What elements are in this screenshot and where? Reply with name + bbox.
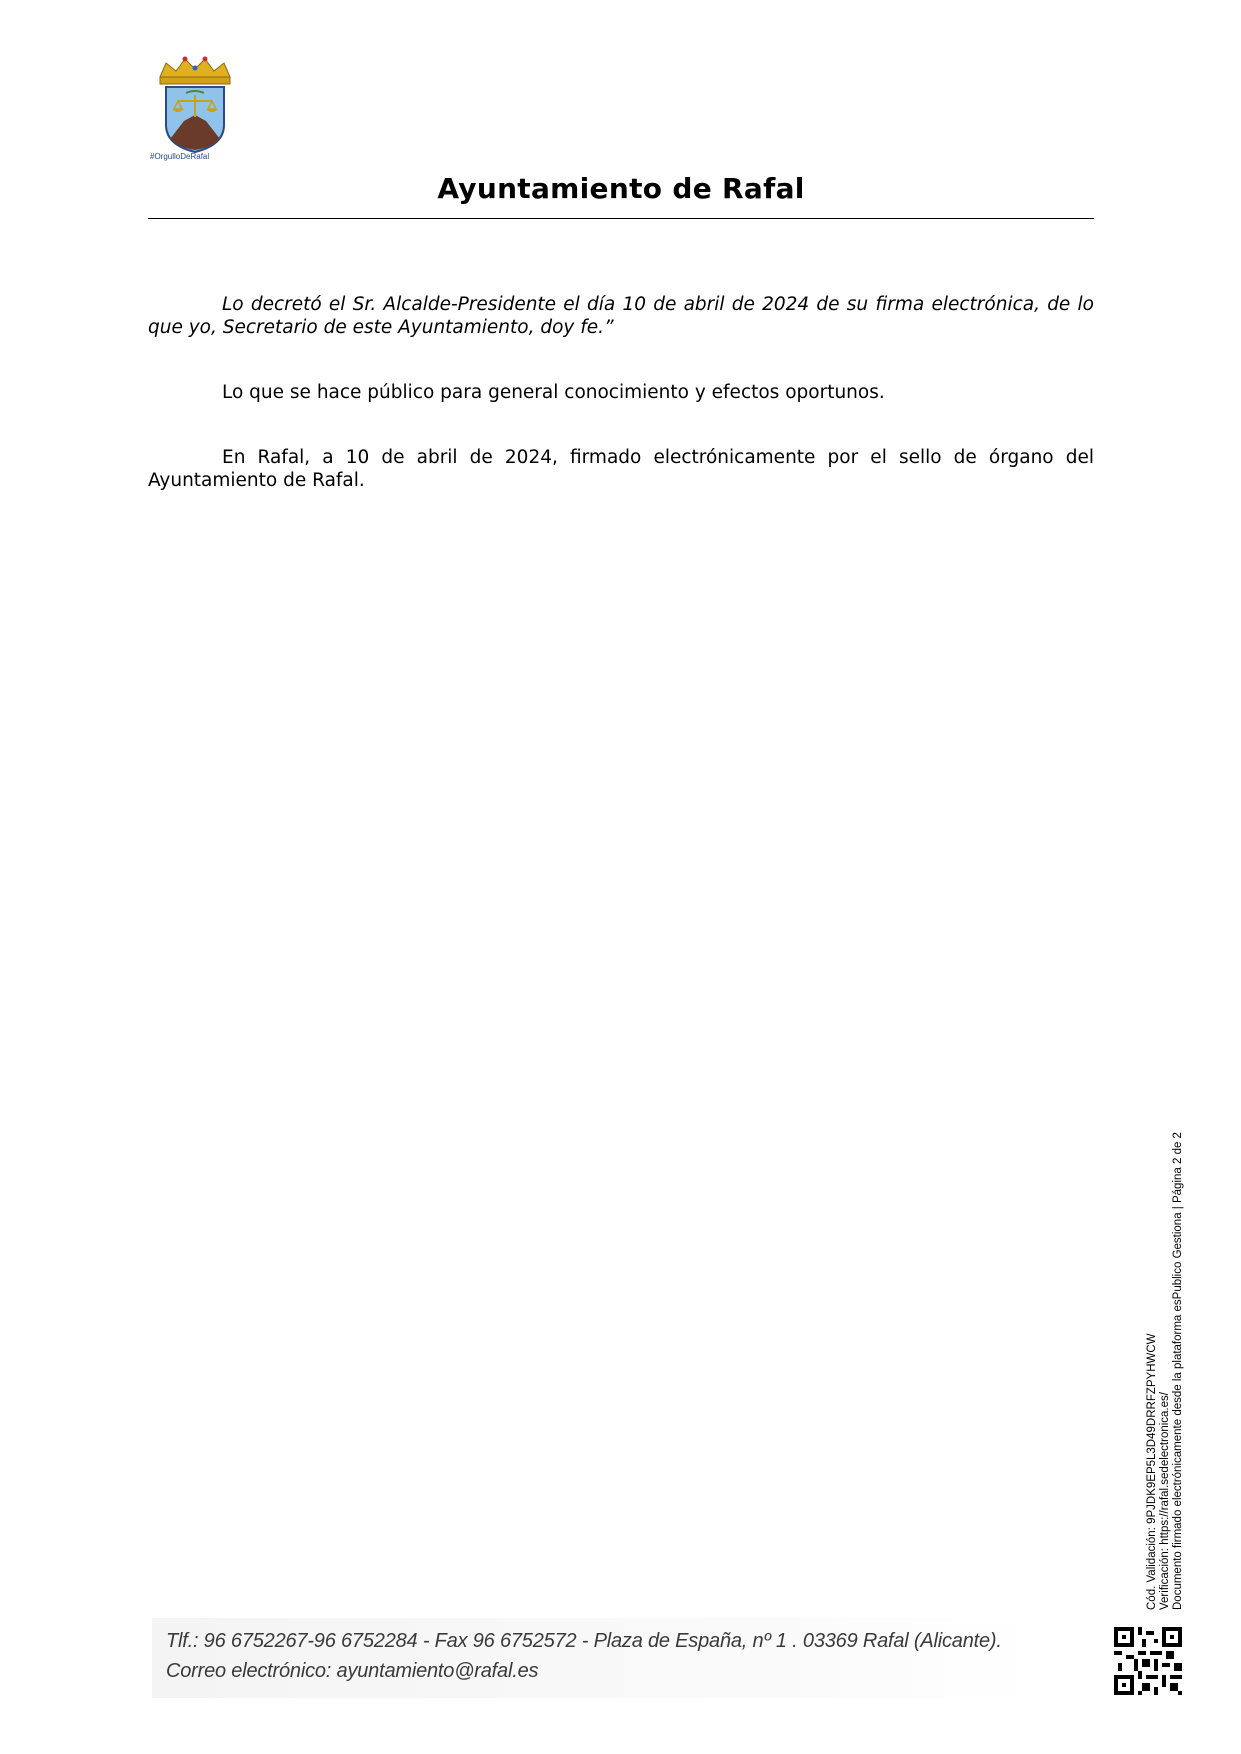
validation-stamp (1146, 1132, 1185, 1610)
signature-platform-note: Documento firmado electrónicamente desde la plataforma esPublico Gestiona | Página 2 de 2 (1172, 1132, 1184, 1610)
qr-code-icon (1114, 1627, 1182, 1695)
footer-address: Tlf.: 96 6752267-96 6752284 - Fax 96 6752572 - Plaza de España, nº 1 . 03369 Rafal (Alicante). (166, 1630, 1002, 1652)
page-title: Ayuntamiento de Rafal (437, 172, 805, 205)
footer-email[interactable]: Correo electrónico: ayuntamiento@rafal.es (166, 1660, 539, 1682)
signature-paragraph: En Rafal, a 10 de abril de 2024, firmado electrónicamente por el sello de órgano del Ayuntamiento de Rafal. (148, 447, 1094, 491)
coat-of-arms-icon (150, 55, 240, 165)
verification-url[interactable]: Verificación: https://rafal.sedelectronica.es/ (1159, 1392, 1171, 1610)
footer-contact (152, 1618, 1032, 1698)
social-hashtag: #OrgulloDeRafal (150, 152, 210, 161)
decree-paragraph: Lo decretó el Sr. Alcalde-Presidente el día 10 de abril de 2024 de su firma electrónica, de lo que yo, Secretario de este Ayuntamiento, doy fe.” (148, 294, 1094, 338)
header-divider (148, 218, 1094, 219)
publication-paragraph: Lo que se hace público para general conocimiento y efectos oportunos. (222, 382, 885, 403)
validation-code: Cód. Validación: 9PJDK9EP5L3D49DRRFZPYHWCW (1146, 1333, 1158, 1610)
